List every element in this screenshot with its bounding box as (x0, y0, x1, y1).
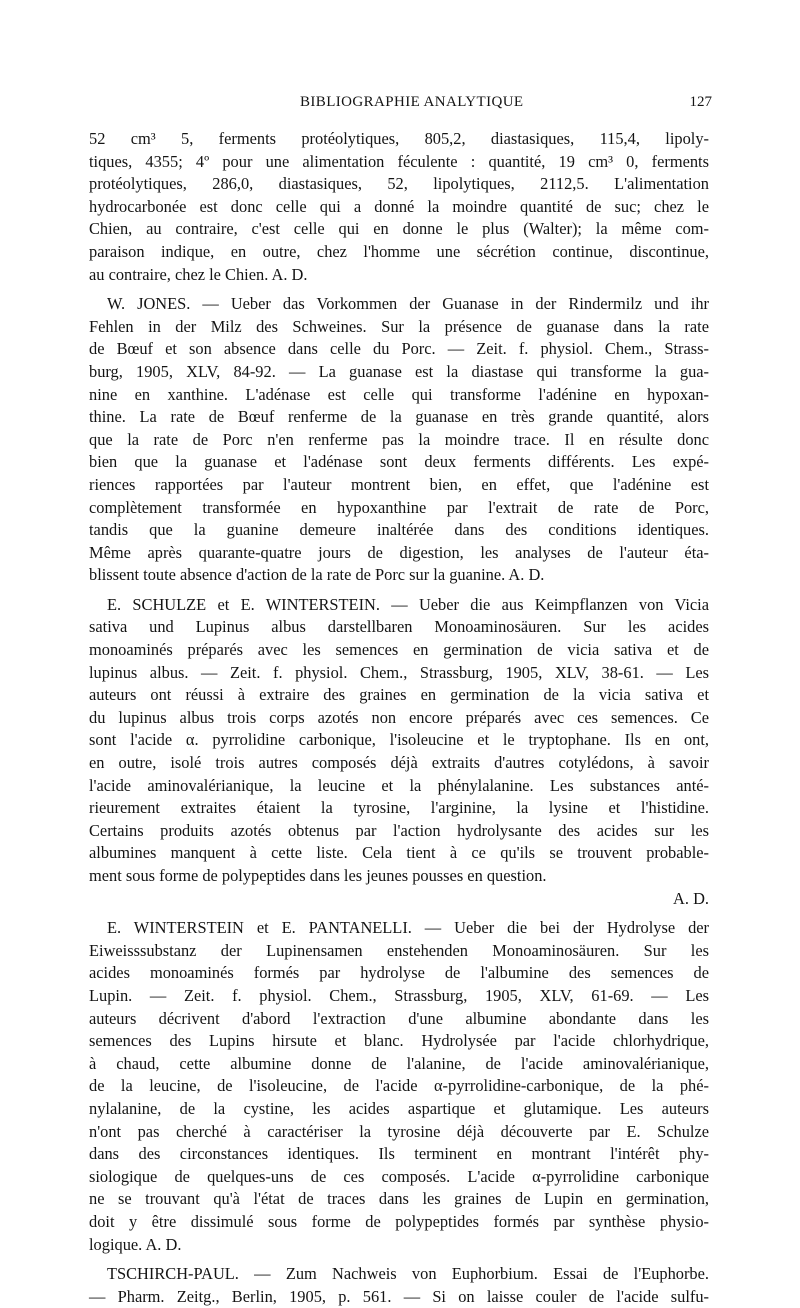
page-number: 127 (689, 94, 712, 110)
text-line: ment sous forme de polypeptides dans les jeunes pousses en question. (89, 866, 547, 885)
text-line: protéolytiques, 286,0, diastasiques, 52, lipolytiques, 2112,5. L'alimentation (89, 174, 709, 194)
text-line: auteurs décrivent d'abord l'extraction d'une albumine abondante dans les (89, 1008, 709, 1028)
text-line: auteurs ont réussi à extraire des graines en germination de la vicia sativa et (89, 685, 709, 705)
text-line: en outre, isolé trois autres composés déjà extraits d'autres cotylédons, à savoir (89, 753, 709, 773)
paragraph-gap (89, 587, 709, 594)
text-line: au contraire, chez le Chien. A. D. (89, 264, 308, 284)
text-line: 52 cm³ 5, ferments protéolytiques, 805,2, diastasiques, 115,4, lipoly- (89, 129, 709, 148)
text-line: monoaminés préparés avec les semences en germination de vicia sativa et de (89, 640, 709, 660)
paragraph-gap (89, 286, 709, 293)
text-line: n'ont pas cherché à caractériser la tyrosine déjà découverte par E. Schulze (89, 1121, 709, 1141)
text-line: bien que la guanase et l'adénase sont deux ferments différents. Les expé- (89, 452, 709, 472)
text-line: Même après quarante-quatre jours de digestion, les analyses de l'auteur éta- (89, 542, 709, 562)
text-line: Eiweisssubstanz der Lupinensamen enstehenden Monoaminosäuren. Sur les (89, 940, 709, 960)
bibliography-entry (89, 594, 709, 910)
bibliography-entry (89, 1263, 709, 1308)
continuation-paragraph (89, 128, 709, 286)
text-line: albumines manquent à cette liste. Cela tient à ce qu'ils se trouvent probable- (89, 843, 709, 863)
text-line: TSCHIRCH-PAUL. — Zum Nachweis von Euphorbium. Essai de l'Euphorbe. (107, 1264, 709, 1284)
text-line: siologique de quelques-uns de ces composés. L'acide α-pyrrolidine carbonique (89, 1166, 709, 1186)
running-title: BIBLIOGRAPHIE ANALYTIQUE (300, 94, 524, 110)
text-line: de la leucine, de l'isoleucine, de l'acide α-pyrrolidine-carbonique, de la phé- (89, 1076, 709, 1096)
text-line: Lupin. — Zeit. f. physiol. Chem., Strassburg, 1905, XLV, 61-69. — Les (89, 985, 709, 1005)
text-line: complètement transformée en hypoxanthine par l'extrait de rate de Porc, (89, 497, 709, 517)
text-line: thine. La rate de Bœuf renferme de la guanase en très grande quantité, alors (89, 407, 709, 427)
text-line: blissent toute absence d'action de la rate de Porc sur la guanine. A. D. (89, 565, 545, 585)
text-line: doit y être dissimulé sous forme de polypeptides formés par synthèse physio- (89, 1211, 709, 1231)
text-line: tiques, 4355; 4º pour une alimentation féculente : quantité, 19 cm³ 0, ferments (89, 151, 709, 171)
text-line: à chaud, cette albumine donne de l'alanine, de l'acide aminovalérianique, (89, 1053, 709, 1073)
text-line: Certains produits azotés obtenus par l'action hydrolysante des acides sur les (89, 820, 709, 840)
text-line: que la rate de Porc n'en renferme pas la moindre trace. Il en résulte donc (89, 429, 709, 449)
text-line: sont l'acide α. pyrrolidine carbonique, l'isoleucine et le tryptophane. Ils en ont, (89, 730, 709, 750)
text-line: hydrocarbonée est donc celle qui a donné la moindre quantité de suc; chez le (89, 196, 709, 216)
text-line: lupinus albus. — Zeit. f. physiol. Chem., Strassburg, 1905, XLV, 38-61. — Les (89, 662, 709, 682)
text-line: ne se trouvant qu'à l'état de traces dans les graines de Lupin en germination, (89, 1189, 709, 1209)
text-line: sativa und Lupinus albus darstellbaren Monoaminosäuren. Sur les acides (89, 617, 709, 637)
text-line: nylalanine, de la cystine, les acides aspartique et glutamique. Les auteurs (89, 1098, 709, 1118)
text-line: W. JONES. — Ueber das Vorkommen der Guanase in der Rindermilz und ihr (107, 294, 709, 314)
text-line: E. WINTERSTEIN et E. PANTANELLI. — Ueber die bei der Hydrolyse der (107, 918, 709, 938)
text-line: Fehlen in der Milz des Schweines. Sur la présence de guanase dans la rate (89, 316, 709, 336)
text-line: semences des Lupins hirsute et blanc. Hydrolysée par l'acide chlorhydrique, (89, 1031, 709, 1051)
text-line: nine en xanthine. L'adénase est celle qui transforme l'adénine en hypoxan- (89, 384, 709, 404)
text-line: du lupinus albus trois corps azotés non encore préparés avec ces semences. Ce (89, 707, 709, 727)
body-text (89, 128, 709, 1308)
text-line: logique. A. D. (89, 1234, 182, 1254)
text-line: riences rapportées par l'auteur montrent bien, en effet, que l'adénine est (89, 474, 709, 494)
text-line: — Pharm. Zeitg., Berlin, 1905, p. 561. — Si on laisse couler de l'acide sulfu- (89, 1286, 709, 1306)
text-line: rieurement extraites étaient la tyrosine, l'arginine, la lysine et l'histidine. (89, 798, 709, 818)
text-line: dans des circonstances identiques. Ils terminent en montrant l'intérêt phy- (89, 1144, 709, 1164)
text-line: E. SCHULZE et E. WINTERSTEIN. — Ueber die aus Keimpflanzen von Vicia (107, 594, 709, 614)
paragraph-gap (89, 910, 709, 917)
text-line: l'acide aminovalérianique, la leucine et la phénylalanine. Les substances anté- (89, 775, 709, 795)
text-line: tandis que la guanine demeure inaltérée dans des conditions identiques. (89, 520, 709, 540)
bibliography-entry (89, 293, 709, 587)
text-line: acides monoaminés formés par hydrolyse de l'albumine des semences de (89, 963, 709, 983)
bibliography-entry (89, 917, 709, 1256)
text-line: A. D. (673, 888, 709, 908)
text-line: burg, 1905, XLV, 84-92. — La guanase est la diastase qui transforme la gua- (89, 361, 709, 381)
text-line: paraison indique, en outre, chez l'homme une sécrétion continue, discontinue, (89, 241, 709, 261)
text-line: Chien, au contraire, c'est celle qui en donne le plus (Walter); la même com- (89, 219, 709, 239)
page-header (88, 94, 712, 114)
text-line: de Bœuf et son absence dans celle du Porc. — Zeit. f. physiol. Chem., Strass- (89, 339, 709, 359)
paragraph-gap (89, 1256, 709, 1263)
